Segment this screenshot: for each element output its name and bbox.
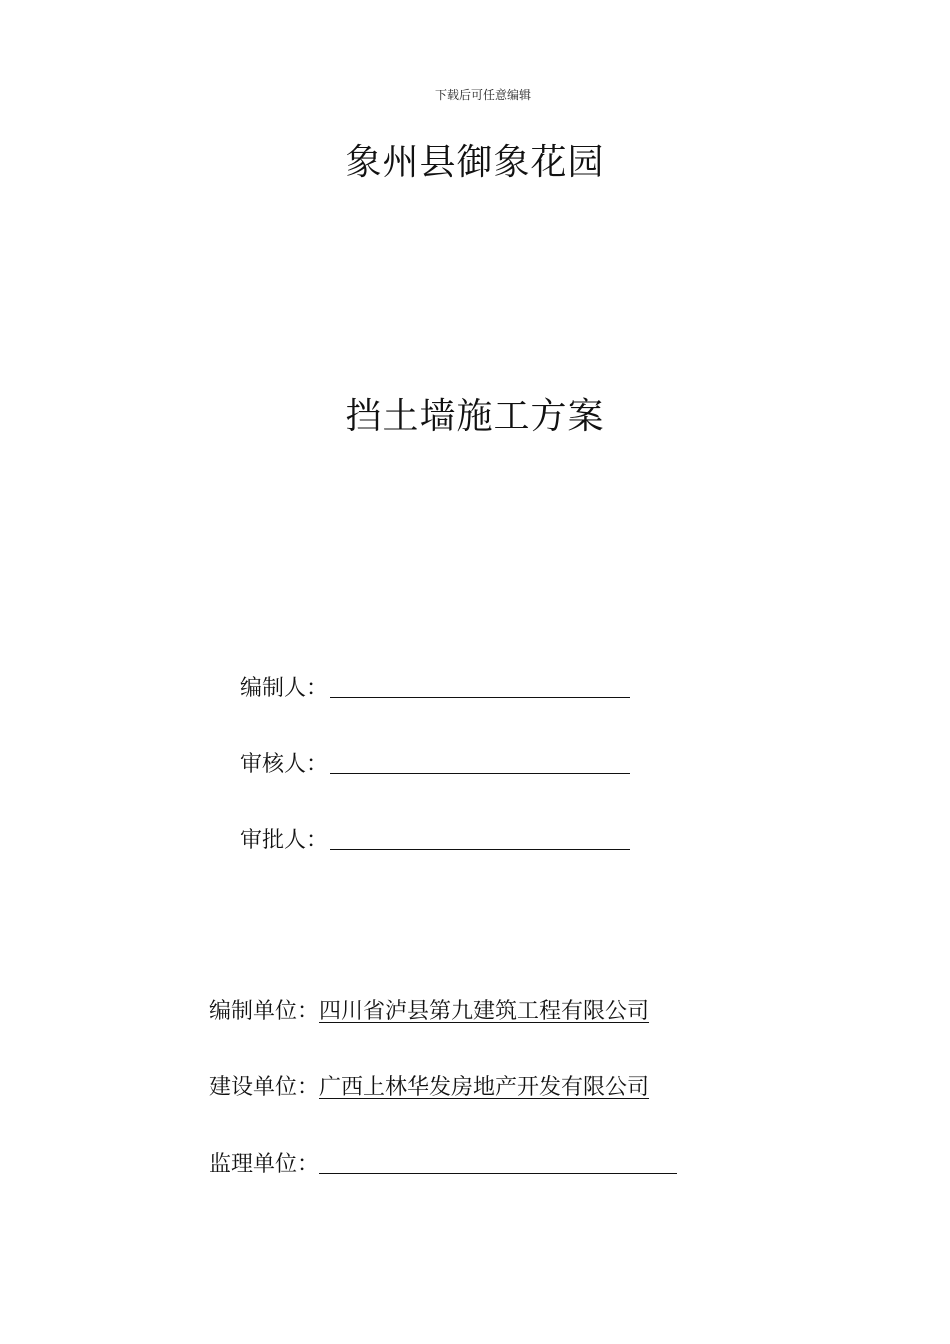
- reviewer-signature-line: [330, 753, 630, 774]
- approver-signature-line: [330, 829, 630, 850]
- compiler-signature-line: [330, 677, 630, 698]
- build-unit-label: 建设单位：: [209, 1075, 320, 1100]
- compile-unit-label: 编制单位：: [209, 999, 320, 1024]
- compiler-label: 编制人：: [240, 676, 329, 701]
- reviewer-label: 审核人：: [240, 752, 329, 777]
- build-unit-value: 广西上林华发房地产开发有限公司: [319, 1075, 650, 1100]
- document-title: 挡土墙施工方案: [345, 396, 605, 437]
- compile-unit-row: [209, 994, 649, 1025]
- compile-unit-value: 四川省泸县第九建筑工程有限公司: [319, 999, 650, 1024]
- header-note: 下载后可任意编辑: [434, 88, 531, 102]
- approver-label: 审批人：: [240, 828, 329, 853]
- approver-row: [240, 823, 630, 854]
- supervise-unit-row: [209, 1147, 677, 1178]
- reviewer-row: [240, 747, 630, 778]
- supervise-unit-label: 监理单位：: [209, 1152, 320, 1177]
- project-title: 象州县御象花园: [345, 142, 605, 183]
- build-unit-row: [209, 1070, 649, 1101]
- supervise-unit-line: [319, 1153, 677, 1174]
- compiler-row: [240, 671, 630, 702]
